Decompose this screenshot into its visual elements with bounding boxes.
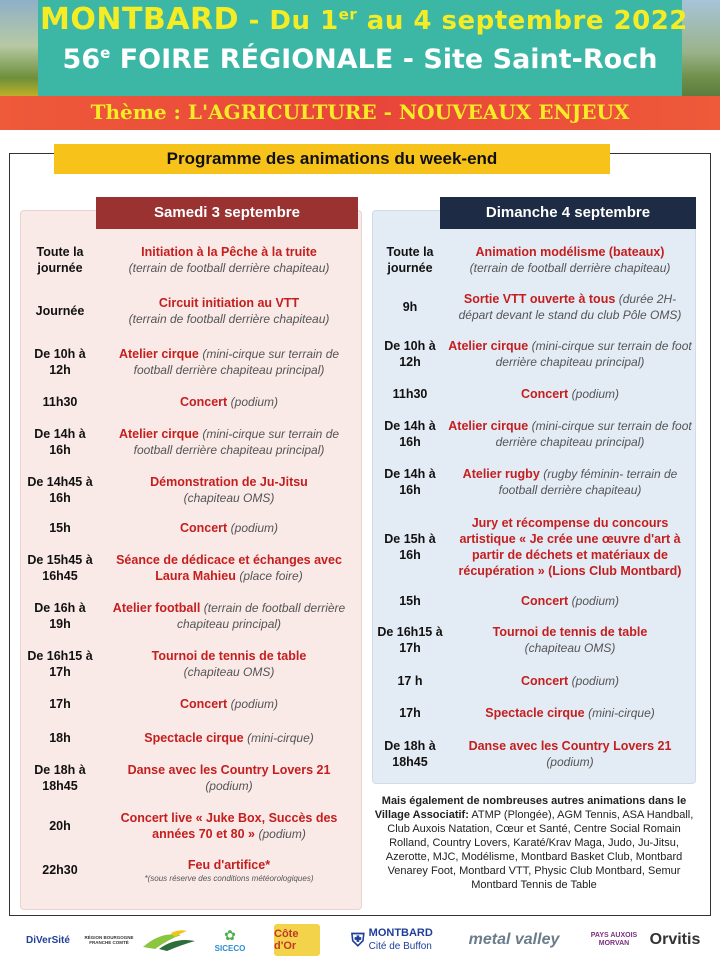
event-note: (podium) [571,594,620,608]
banner-dates-sup: er [338,5,358,24]
event-description [98,552,360,584]
event-time: 15h [399,594,421,608]
event-note: (podium) [230,697,279,711]
event-title: Atelier cirque [448,419,529,433]
event-title: Circuit initiation au VTT [158,296,300,310]
orvitis-logo [644,924,706,956]
event-time: Toute la journée [36,245,84,275]
event-description [446,466,694,498]
village-associatif-note [372,794,696,892]
sponsor-logos [0,920,720,960]
event-title: Concert [520,594,569,608]
region-logo [84,924,134,956]
event-description [446,338,694,370]
event-time: De 14h à 16h [384,467,436,497]
event-description [98,857,360,884]
event-time: De 14h45 à 16h [27,475,93,505]
montbard-logo-sub: Cité de Buffon [368,941,432,952]
event-time: Journée [35,304,85,318]
pays-logo-text: PAYS AUXOIS MORVAN [590,932,638,947]
event-note: *(sous réserve des conditions météorologiques) [144,873,314,883]
schedule-row [374,384,694,404]
event-title: Spectacle cirque [485,706,585,720]
schedule-row [374,240,694,280]
banner-dates-prefix: - Du 1 [248,6,339,36]
event-description [98,520,360,536]
schedule-row [22,728,360,748]
event-time: 11h30 [392,387,428,401]
schedule-row [374,414,694,454]
event-title: Atelier cirque [448,339,529,353]
schedule-row [22,644,360,684]
event-time: De 16h15 à 17h [27,649,93,679]
banner-edition-text: FOIRE RÉGIONALE - Site Saint-Roch [110,44,658,75]
schedule-row [374,620,694,660]
event-note: (podium) [205,779,253,793]
schedule-row [22,854,360,886]
event-title: Concert [179,697,228,711]
event-time: 20h [49,819,71,833]
event-description [446,705,694,721]
event-title: Concert [520,387,569,401]
event-note: (podium) [258,827,306,841]
event-description [98,426,360,458]
schedule-row [374,462,694,502]
event-description [98,295,360,327]
saturday-heading: Samedi 3 septembre [96,197,358,229]
cote-dor-logo [274,924,320,956]
schedule-row [22,392,360,412]
event-note: (mini-cirque) [588,706,655,720]
event-description [98,762,360,794]
schedule-row [374,590,694,612]
event-title: Concert live « Juke Box, Succès des années 70 et 80 » [120,811,338,841]
event-description [98,474,360,506]
schedule-row [374,734,694,774]
banner-edition-sup: e [100,44,111,62]
montbard-logo-text: MONTBARD [368,927,433,939]
event-description [446,244,694,276]
event-description [98,244,360,276]
schedule-row [22,518,360,538]
diversite-logo [18,924,78,956]
event-description [98,346,360,378]
event-title: Atelier cirque [118,427,199,441]
village-clubs: ATMP (Plongée), AGM Tennis, ASA Handball, Club Auxois Natation, Cœur et Santé, Centre Social Romain Rolland, Country Lovers, Karaté/Krav Maga, Judo, Ju-Jitsu, Azerotte, MJC, Modélisme, Montbard Basket Club, Montbard Venarey Foot, Montbard VTT, Physic Club Montbard, Semur Montbard Tennis de Table [385,809,694,891]
event-description [98,810,360,842]
event-description [98,394,360,410]
event-time: De 16h15 à 17h [377,625,443,655]
event-title: Initiation à la Pêche à la truite [141,245,317,259]
event-time: Toute la journée [386,245,434,275]
event-note: (chapiteau OMS) [183,665,275,679]
banner-town-dates [40,2,688,37]
header-banner [0,0,720,130]
event-description [446,418,694,450]
valley-logo-text: valley [514,931,560,948]
event-title: Sortie VTT ouverte à tous [463,292,616,306]
schedule-row [374,288,694,326]
schedule-row [374,670,694,692]
event-time: 17h [399,706,421,720]
event-time: 9h [402,300,418,314]
event-time: De 14h à 16h [384,419,436,449]
event-time: De 10h à 12h [34,347,86,377]
event-description [98,730,360,746]
siceco-logo [210,924,250,956]
event-time: De 18h à 18h45 [384,739,436,769]
event-description [446,593,694,609]
orvitis-logo-text: Orvitis [649,931,701,948]
event-title: Atelier cirque [118,347,199,361]
event-note: (terrain de football derrière chapiteau) [128,261,330,275]
event-note: (mini-cirque sur terrain de foot derrière chapiteau principal) [495,419,692,449]
event-note: (mini-cirque sur terrain de football derrière chapiteau principal) [133,347,340,377]
event-time: De 18h à 18h45 [34,763,86,793]
event-description [446,624,694,656]
schedule-row [22,806,360,846]
montbard-logo [344,924,440,956]
event-note: (terrain de football derrière chapiteau principal) [176,601,346,631]
schedule-row [374,514,694,580]
event-title: Animation modélisme (bateaux) [475,245,665,259]
sunday-heading: Dimanche 4 septembre [440,197,696,229]
event-time: De 15h45 à 16h45 [27,553,93,583]
schedule-row [22,548,360,588]
schedule-row [22,470,360,510]
event-time: De 10h à 12h [384,339,436,369]
event-note: (podium) [546,755,594,769]
banner-edition [40,44,680,75]
event-time: 11h30 [42,395,78,409]
event-time: 17 h [397,674,423,688]
schedule-row [22,758,360,798]
montbard-logo-words [369,927,433,953]
event-time: 17h [49,697,71,711]
event-note: (durée 2H- départ devant le stand du club Pôle OMS) [458,292,682,322]
event-title: Séance de dédicace et échanges avec Laura Mahieu [116,553,342,583]
event-note: (mini-cirque sur terrain de football derrière chapiteau principal) [133,427,340,457]
event-description [446,291,694,323]
event-time: De 15h à 16h [384,532,436,562]
schedule-row [22,596,360,636]
event-note: (terrain de football derrière chapiteau) [128,312,330,326]
event-description [446,386,694,402]
metal-valley-logo [456,924,572,956]
event-note: (podium) [571,387,620,401]
event-time: De 16h à 19h [34,601,86,631]
region-logo-text: RÉGION BOURGOGNE FRANCHE COMTÉ [84,935,134,945]
event-title: Danse avec les Country Lovers 21 [127,763,331,777]
event-note: (chapiteau OMS) [183,491,275,505]
event-note: (podium) [230,521,279,535]
siceco-mark-icon: ✿ [224,927,236,943]
village-lead: Mais également de nombreuses autres animations dans le Village Associatif: [374,795,687,821]
event-description [446,515,694,579]
event-note: (chapiteau OMS) [524,641,616,655]
event-title: Concert [179,521,228,535]
event-title: Atelier football [112,601,201,615]
event-title: Concert [179,395,228,409]
event-time: 15h [49,521,71,535]
pays-auxois-morvan-logo [586,924,642,956]
event-title: Atelier rugby [462,467,540,481]
schedule-row [22,240,360,280]
schedule-row [22,342,360,382]
event-title: Danse avec les Country Lovers 21 [468,739,672,753]
event-time: De 14h à 16h [34,427,86,457]
banner-edition-number: 56 [62,44,101,75]
event-title: Tournoi de tennis de table [151,649,307,663]
program-title: Programme des animations du week-end [54,144,610,174]
banner-dates-suffix: au 4 septembre 2022 [357,6,688,36]
event-description [446,738,694,770]
metal-logo-text: metal [468,931,511,948]
event-note: (mini-cirque sur terrain de foot derrière chapiteau principal) [495,339,692,369]
banner-theme: Thème : L'AGRICULTURE - NOUVEAUX ENJEUX [90,100,630,124]
event-title: Démonstration de Ju-Jitsu [150,475,308,489]
diversite-logo-text: DiVerSité [26,934,70,946]
leaf-icon [141,927,197,953]
cote-dor-logo-text: Côte d'Or [274,928,299,952]
event-title: Feu d'artifice* [187,857,271,872]
event-note: (rugby féminin- terrain de football derrière chapiteau) [498,467,678,497]
schedule-row [374,702,694,724]
schedule-row [22,694,360,714]
event-note: (place foire) [239,569,303,583]
event-description [446,673,694,689]
montbard-shield-icon: ⛨ [351,929,365,950]
event-note: (podium) [230,395,279,409]
siceco-logo-text: SICECO [214,944,246,953]
event-title: Jury et récompense du concours artistique « Je crée une œuvre d'art à partir de déchets et matériaux de récupération » (Lions Club Montbard) [458,516,682,578]
event-description [98,600,360,632]
event-title: Tournoi de tennis de table [492,625,648,639]
event-title: Spectacle cirque [144,731,244,745]
schedule-row [374,334,694,374]
event-note: (podium) [571,674,620,688]
schedule-row [22,422,360,462]
event-time: 22h30 [42,863,78,877]
event-time: 18h [49,731,71,745]
event-note: (mini-cirque) [247,731,314,745]
event-description [98,696,360,712]
banner-town: MONTBARD [40,2,240,37]
event-note: (terrain de football derrière chapiteau) [469,261,671,275]
event-title: Concert [520,674,569,688]
leaf-logo [140,924,198,956]
event-description [98,648,360,680]
schedule-row [22,292,360,330]
